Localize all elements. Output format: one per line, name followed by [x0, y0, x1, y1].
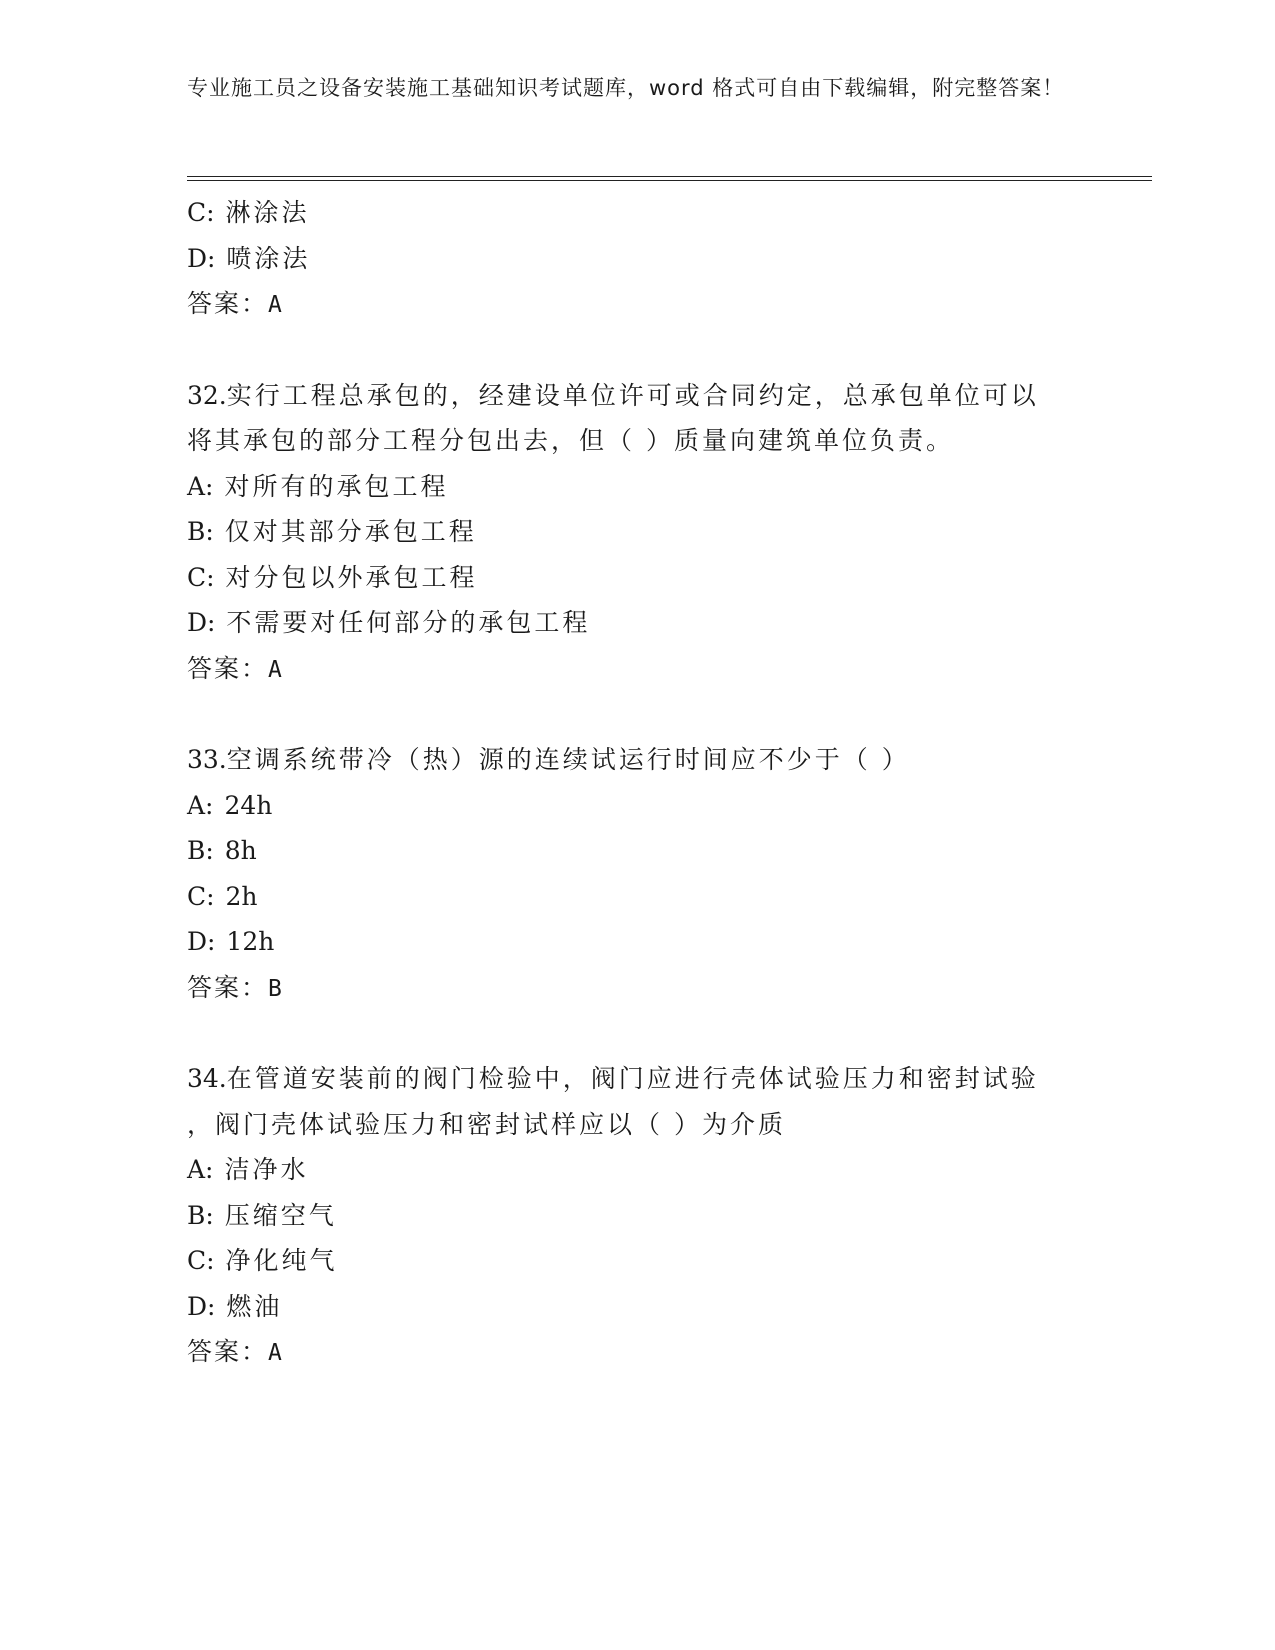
option-c — [187, 1238, 1087, 1284]
question-stem — [187, 1056, 1087, 1102]
stem-line: 将其承包的部分工程分包出去，但（ ）质量向建筑单位负责。 — [187, 426, 954, 455]
stem-line: 空调系统带冷（热）源的连续试运行时间应不少于（ ） — [226, 745, 910, 774]
document-header: 专业施工员之设备安装施工基础知识考试题库，word 格式可自由下载编辑，附完整答案！ — [187, 76, 1065, 100]
option-text: 洁净水 — [224, 1155, 309, 1184]
option-b — [187, 828, 1087, 874]
question-number: 34. — [187, 1064, 227, 1093]
question-stem-continued — [187, 418, 1087, 464]
option-letter: B: — [187, 517, 214, 546]
option-letter: D: — [187, 1291, 216, 1321]
option-letter: A: — [187, 471, 214, 501]
question-number: 33. — [187, 745, 227, 774]
question-stem — [187, 373, 1087, 419]
question-number: 32. — [187, 380, 227, 410]
option-a — [187, 783, 1087, 829]
option-text: 12h — [226, 927, 275, 956]
option-letter: D: — [187, 243, 216, 273]
question-34 — [187, 1056, 1087, 1375]
answer-value: B — [268, 975, 285, 1002]
answer-line — [187, 1329, 1087, 1375]
header-divider — [187, 176, 1152, 177]
answer-value: A — [268, 292, 285, 318]
header-divider-secondary — [187, 180, 1152, 181]
question-stem-continued — [187, 1102, 1087, 1148]
answer-label: 答案： — [187, 289, 269, 318]
option-text: 仅对其部分承包工程 — [224, 517, 477, 546]
stem-line: ，阀门壳体试验压力和密封试样应以（ ）为介质 — [187, 1109, 786, 1139]
option-text: 24h — [224, 790, 273, 820]
option-b — [187, 509, 1087, 555]
option-c — [187, 555, 1087, 601]
option-letter: D: — [187, 608, 216, 637]
option-letter: C: — [187, 881, 215, 911]
option-a — [187, 1147, 1087, 1193]
option-c — [187, 874, 1087, 920]
stem-line: 在管道安装前的阀门检验中，阀门应进行壳体试验压力和密封试验 — [226, 1064, 1039, 1093]
option-text: 对分包以外承包工程 — [225, 562, 478, 592]
option-letter: B: — [187, 836, 214, 865]
answer-label: 答案： — [187, 972, 269, 1002]
option-letter: C: — [187, 198, 215, 227]
option-letter: B: — [187, 1200, 214, 1230]
option-letter: C: — [187, 1246, 215, 1275]
option-text: 淋涂法 — [225, 198, 310, 227]
option-text: 净化纯气 — [225, 1246, 338, 1275]
option-text: 喷涂法 — [226, 243, 311, 273]
answer-line — [187, 965, 1087, 1011]
continued-question — [187, 190, 1087, 327]
option-d — [187, 236, 1087, 282]
option-letter: A: — [187, 1155, 214, 1184]
option-letter: D: — [187, 927, 216, 956]
answer-label: 答案： — [187, 1337, 269, 1366]
answer-label: 答案： — [187, 653, 269, 683]
option-text: 不需要对任何部分的承包工程 — [226, 608, 591, 637]
option-b — [187, 1193, 1087, 1239]
stem-line: 实行工程总承包的，经建设单位许可或合同约定，总承包单位可以 — [226, 380, 1039, 410]
option-text: 压缩空气 — [224, 1200, 337, 1230]
answer-value: A — [268, 1340, 285, 1366]
question-list — [187, 190, 1087, 1375]
option-d — [187, 919, 1087, 965]
answer-value: A — [268, 656, 285, 683]
option-d — [187, 600, 1087, 646]
option-text: 对所有的承包工程 — [224, 471, 449, 501]
answer-line — [187, 281, 1087, 327]
option-letter: C: — [187, 562, 215, 592]
option-text: 2h — [225, 881, 258, 911]
question-stem — [187, 737, 1087, 783]
option-letter: A: — [187, 790, 214, 820]
option-text: 燃油 — [226, 1291, 283, 1321]
question-33 — [187, 737, 1087, 1010]
option-text: 8h — [224, 836, 257, 865]
option-d — [187, 1284, 1087, 1330]
option-a — [187, 464, 1087, 510]
question-32 — [187, 373, 1087, 692]
answer-line — [187, 646, 1087, 692]
option-c — [187, 190, 1087, 236]
